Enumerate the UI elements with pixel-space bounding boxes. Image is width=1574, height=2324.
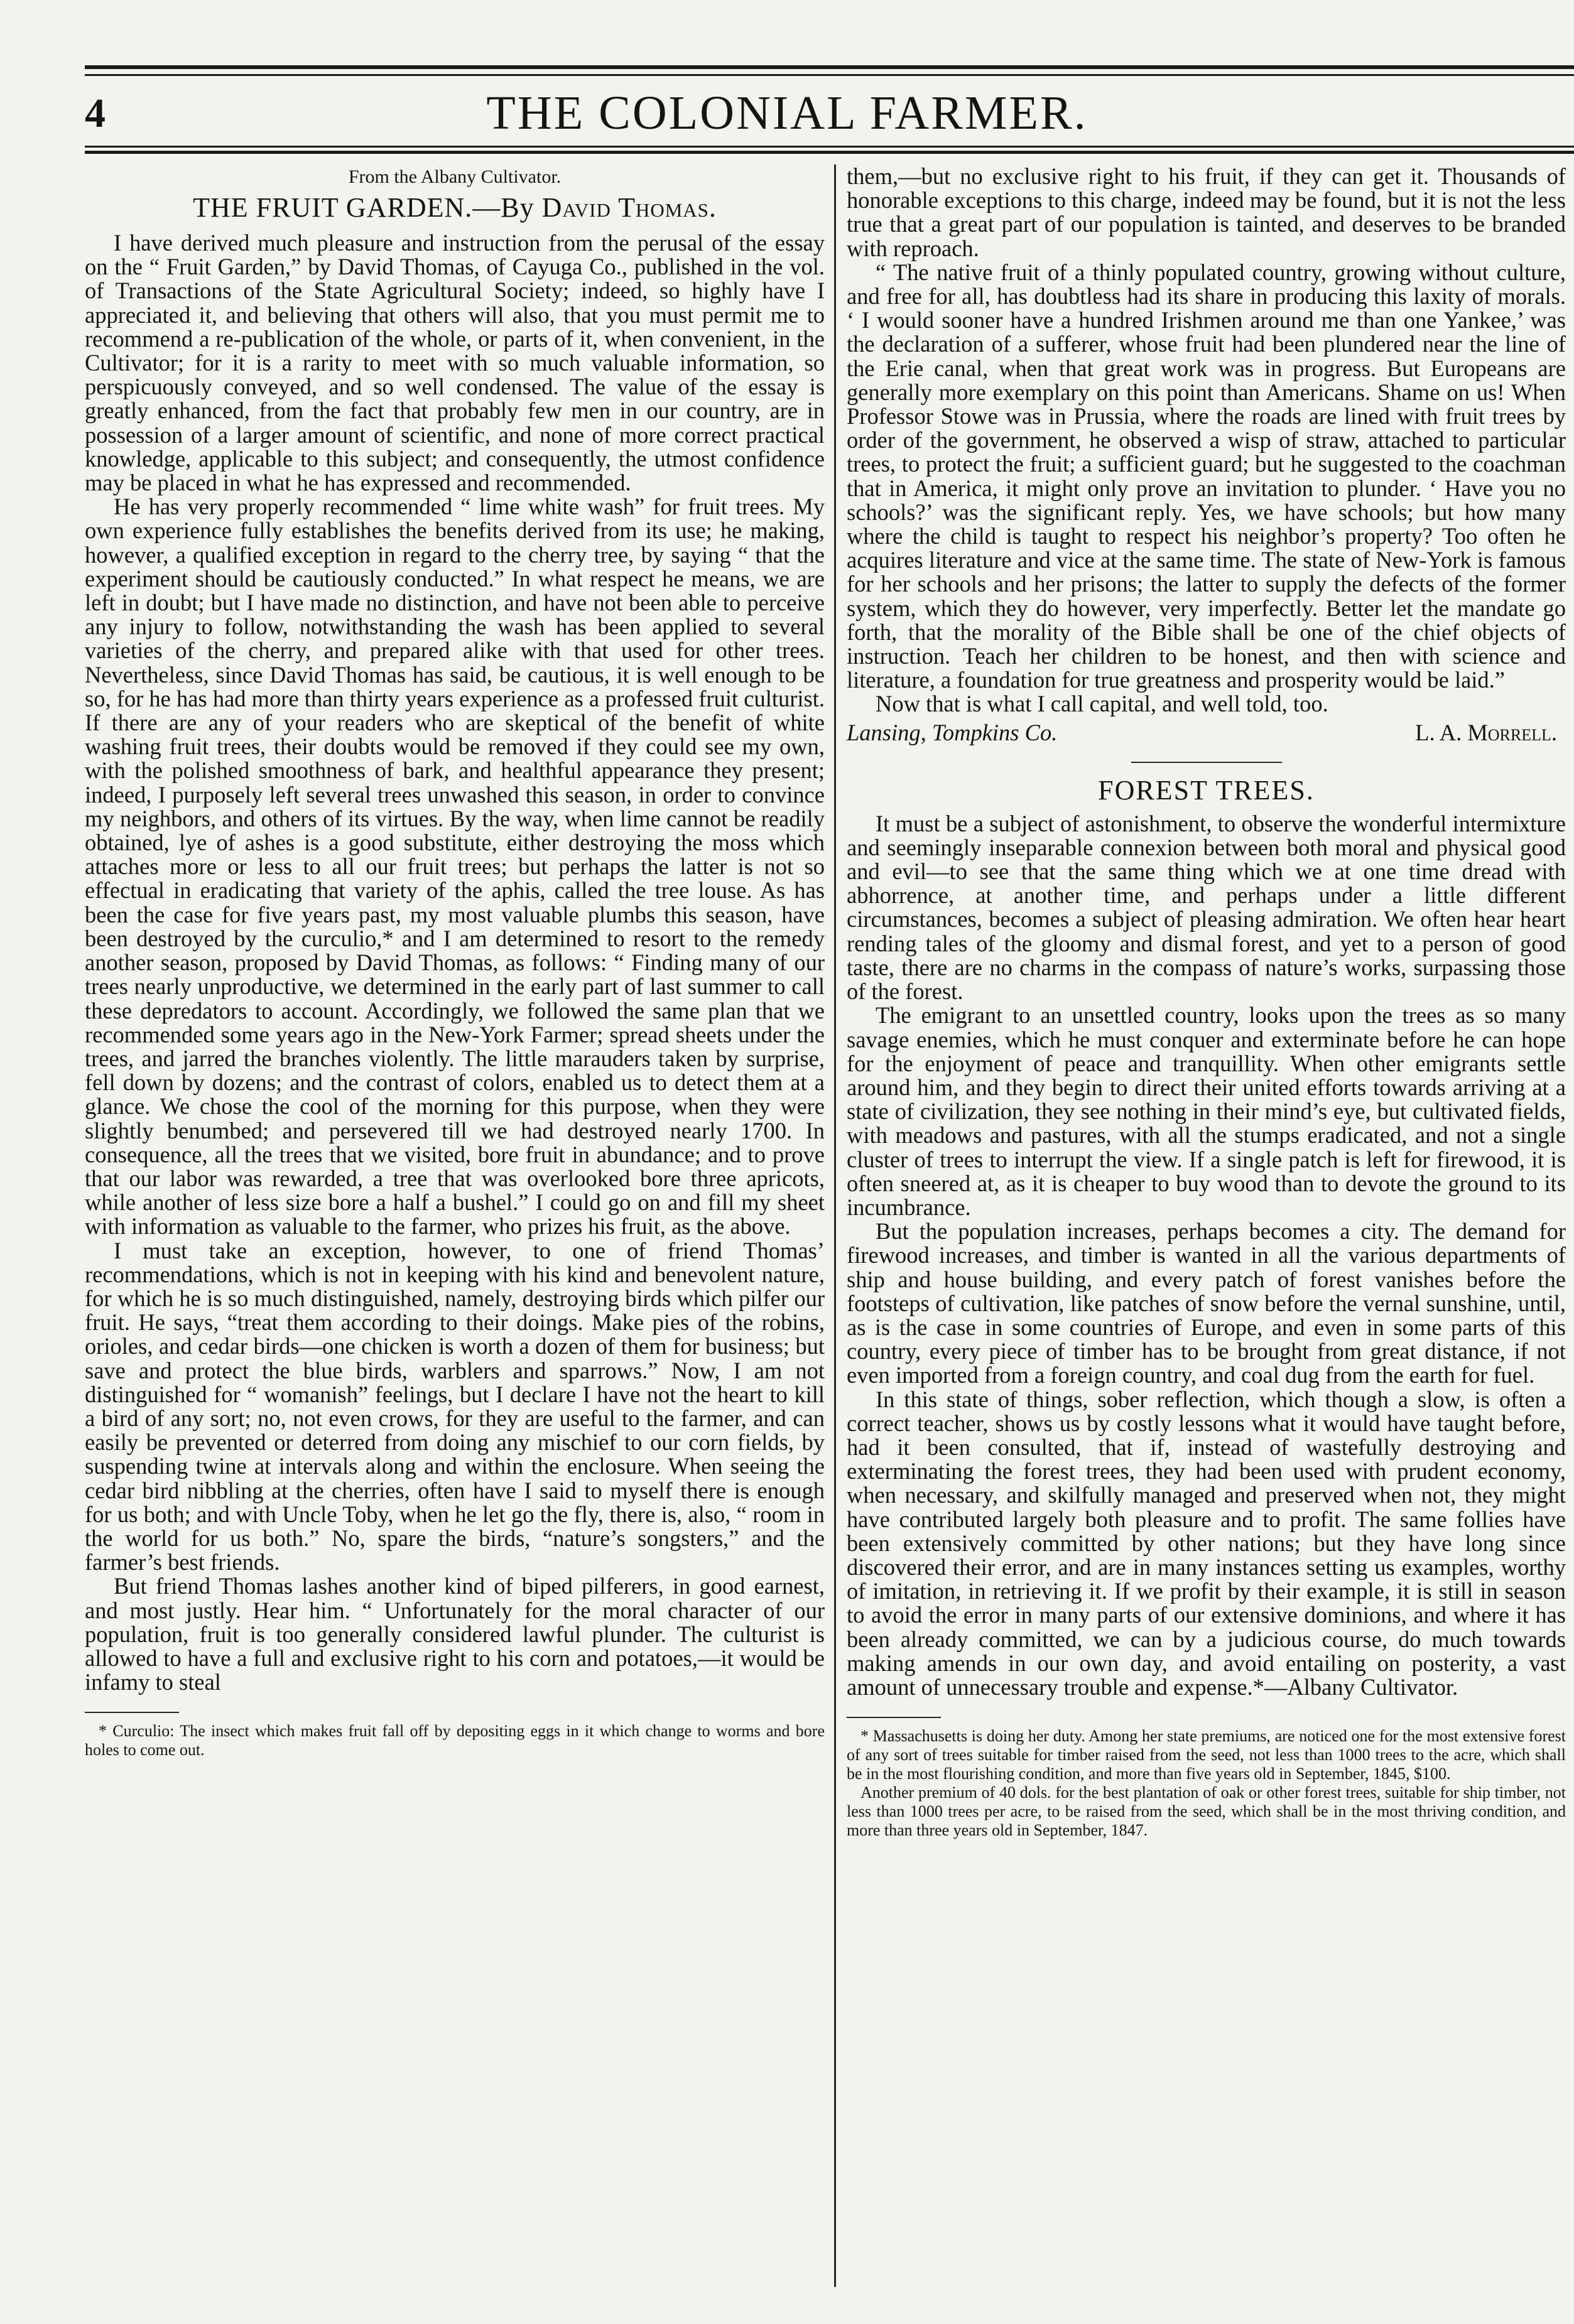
footnote-rule xyxy=(847,1717,941,1718)
article-paragraph: them,—but no exclusive right to his fruit, if they can get it. Thousands of honorable exceptions to this charge, indeed may be found, but it is not the less true that a great part of our population is tainted, and deserves to be branded with reproach. xyxy=(847,165,1566,261)
section-rule xyxy=(1131,762,1282,763)
masthead-rule-top-thin xyxy=(85,74,1574,76)
headline-title: THE FRUIT GARDEN.—By xyxy=(193,192,535,223)
masthead-rule-bottom xyxy=(85,151,1574,154)
footnote: * Massachusetts is doing her duty. Among her state premiums, are noticed one for the most extensive forest of any sort of trees suitable for timber raised from the seed, not less than 1000 trees to the acre, which shall be in the most flourishing condition, and more than five years old in September, 1845, $100. xyxy=(847,1727,1566,1783)
masthead-rule-top xyxy=(85,65,1574,69)
signoff-place: Lansing, Tompkins Co. xyxy=(847,719,1058,745)
article-headline-forest-trees: FOREST TREES. xyxy=(1098,774,1315,806)
masthead-rule-bottom-thin xyxy=(85,146,1574,148)
right-column xyxy=(847,165,1566,2287)
left-column xyxy=(85,165,825,2287)
footnote: * Curculio: The insect which makes fruit fall off by depositing eggs in it which change to worms and bore holes to come out. xyxy=(85,1722,825,1759)
article-paragraph: It must be a subject of astonishment, to observe the wonderful intermixture and seemingly inseparable connexion between both moral and physical good and evil—to see that the same thing which we at one time dread with abhorrence, at another time, and perhaps under a little different circumstances, becomes a subject of pleasing admiration. We often hear heart rending tales of the gloomy and dismal forest, and yet to a person of good taste, there are no charms in the compass of nature’s works, surpassing those of the forest. xyxy=(847,810,1566,1005)
article-paragraph: Now that is what I call capital, and well told, too. xyxy=(876,691,1328,717)
article-paragraph: I must take an exception, however, to one of friend Thomas’ recommendations, which is not in keeping with his kind and benevolent nature, for which he is so much distinguished, namely, destroying birds which pilfer our fruit. He says, “treat them according to their doings. Make pies of the robins, orioles, and cedar birds—one chicken is worth a dozen of them for business; but save and protect the blue birds, warblers and sparrows.” Now, I am not distinguished for “ womanish” feelings, but I declare I have not the heart to kill a bird of any sort; no, not even crows, for they are useful to the farmer, and can easily be prevented or deterred from doing any mischief to our corn fields, by suspending twine at intervals along and within the enclosure. When seeing the cedar bird nibbling at the cherries, often have I said to myself there is enough for us both; and with Uncle Toby, when he let go the fly, there is, also, “ room in the world for us both.” No, spare the birds, “nature’s songsters,” and the farmer’s best friends. xyxy=(85,1237,825,1575)
article-headline xyxy=(85,191,825,225)
page-number: 4 xyxy=(85,90,106,136)
journal-title: THE COLONIAL FARMER. xyxy=(486,87,1088,139)
article-paragraph: “ The native fruit of a thinly populated country, growing without culture, and free for all, has doubtless had its share in producing this laxity of morals. ‘ I would sooner have a hundred Irishmen around me than one Yankee,’ was the declaration of a sufferer, whose fruit had been plundered near the line of the Erie canal, when that great work was in progress. But Europeans are generally more exemplary on this point than Americans. Shame on us! When Professor Stowe was in Prussia, where the roads are lined with fruit trees by order of the government, he observed a wisp of straw, attached to particular trees, to protect the fruit; a sufficient guard; but he suggested to the coachman that in America, it might only prove an invitation to plunder. ‘ Have you no schools?’ was the significant reply. Yes, we have schools; but how many where the child is taught to respect his neighbor’s property? Too often he acquires literature and vice at the same time. The state of New-York is famous for her schools and her prisons; the latter to supply the defects of the former system, which they do however, very imperfectly. Better let the mandate go forth, that the morality of the Bible shall be one of the chief objects of instruction. Teach her children to be honest, and then with science and literature, a foundation for true greatness and prosperity would be laid.” xyxy=(847,259,1566,693)
footnote: Another premium of 40 dols. for the best plantation of oak or other forest trees, suitable for ship timber, not less than 1000 trees per acre, to be raised from the seed, which shall be in the most thriving condition, and more than three years old in September, 1847. xyxy=(847,1783,1566,1840)
article-paragraph: I have derived much pleasure and instruction from the perusal of the essay on the “ Fruit Garden,” by David Thomas, of Cayuga Co., published in the vol. of Transactions of the State Agricultural Society; indeed, so highly have I appreciated it, and believing that others will also, that you must permit me to recommend a re-publication of the whole, or parts of it, when convenient, in the Cultivator; for it is a rarity to meet with so much valuable information, so perspicuously conveyed, and so well condensed. The value of the essay is greatly enhanced, from the fact that probably few men in our country, are in possession of a larger amount of scientific, and none of more correct practical knowledge, applicable to this subject; and consequently, the utmost confidence may be placed in what he has expressed and recommended. xyxy=(85,230,825,496)
article-signoff xyxy=(847,720,1566,745)
article-paragraph: But the population increases, perhaps becomes a city. The demand for firewood increases, and timber is wanted in all the various departments of ship and house building, and every patch of forest vanishes before the footsteps of cultivation, like patches of snow before the vernal sunshine, until, as is the case in some countries of Europe, and even in some parts of this country, every piece of timber has to be brought from great distance, if not even imported from a foreign country, and coal dug from the earth for fuel. xyxy=(847,1218,1566,1388)
source-line: From the Albany Cultivator. xyxy=(348,166,562,187)
article-paragraph: He has very properly recommended “ lime white wash” for fruit trees. My own experience fully establishes the benefits derived from its use; he making, however, a qualified exception in regard to the cherry tree, by saying “ that the experiment should be cautiously conducted.” In what respect he means, we are left in doubt; but I have made no distinction, and have not been able to perceive any injury to follow, notwithstanding the wash has been applied to several varieties of the cherry, and prepared alike with that used for other trees. Nevertheless, since David Thomas has said, be cautious, it is well enough to be so, for he has had more than thirty years experience as a professed fruit culturist. If there are any of your readers who are skeptical of the benefit of white washing fruit trees, their doubts would be removed if they could see my own, with the polished smoothness of bark, and healthful appearance they present; indeed, I purposely left several trees unwashed this season, in order to convince my neighbors, and others of its virtues. By the way, when lime cannot be readily obtained, lye of ashes is a good substitute, either destroying the moss which attaches more or less to all our fruit trees; but perhaps the latter is not so effectual in eradicating that variety of the aphis, called the tree louse. As has been the case for five years past, my most valuable plumbs this season, have been destroyed by the curculio,* and I am determined to resort to the remedy another season, proposed by David Thomas, as follows: “ Finding many of our trees nearly unproductive, we determined in the early part of last summer to call these depredators to account. Accordingly, we followed the same plan that we recommended some years ago in the New-York Farmer; spread sheets under the trees, and jarred the branches violently. The little marauders taken by surprise, fell down by dozens; and the contrast of colors, enabled us to detect them at a glance. We chose the cool of the morning for this purpose, when they were slightly benumbed; and persevered till we had destroyed nearly 1700. In consequence, all the trees that we visited, bore fruit in abundance; and to prove that our labor was rewarded, a tree that was overlooked bore three apricots, while another of less size bore a half a bushel.” I could go on and fill my sheet with information as valuable to the farmer, who prizes his fruit, as the above. xyxy=(85,494,825,1240)
article-paragraph: But friend Thomas lashes another kind of biped pilferers, in good earnest, and most justly. Hear him. “ Unfortunately for the moral character of our population, fruit is too generally considered lawful plunder. The culturist is allowed to have a full and exclusive right to his corn and potatoes,—it would be infamy to steal xyxy=(85,1573,825,1695)
signoff-author: L. A. Morrell. xyxy=(1415,719,1557,745)
article-paragraph: The emigrant to an unsettled country, looks upon the trees as so many savage enemies, which he must conquer and exterminate before he can hope for the enjoyment of peace and tranquillity. When other emigrants settle around him, and they begin to direct their united efforts towards arriving at a state of civilization, they see nothing in their mind’s eye, but cultivated fields, with meadows and pastures, with all the stumps eradicated, and not a single cluster of trees to interrupt the view. If a single patch is left for firewood, it is often sneered at, as it is cheaper to buy wood than to devote the ground to its incumbrance. xyxy=(847,1002,1566,1220)
footnote-rule xyxy=(85,1712,179,1713)
article-paragraph: In this state of things, sober reflection, which though a slow, is often a correct teacher, shows us by costly lessons what it would have taught before, had it been consulted, that if, instead of wastefully destroying and exterminating the forest trees, they had been used with prudent economy, when necessary, and skilfully managed and preserved when not, they might have contributed largely both pleasure and to profit. The same follies have been extensively committed by other nations; but they have long since discovered their error, and are in many instances setting us examples, worthy of imitation, in retrieving it. If we profit by their example, it is still in season to avoid the error in many parts of our extensive dominions, and where it has been already committed, we can by a judicious course, do much towards making amends in our own day, and avoid entailing on posterity, a vast amount of unnecessary trouble and expense.*—Albany Cultivator. xyxy=(847,1386,1566,1700)
column-divider xyxy=(834,165,836,2287)
headline-byline: David Thomas. xyxy=(541,192,717,223)
